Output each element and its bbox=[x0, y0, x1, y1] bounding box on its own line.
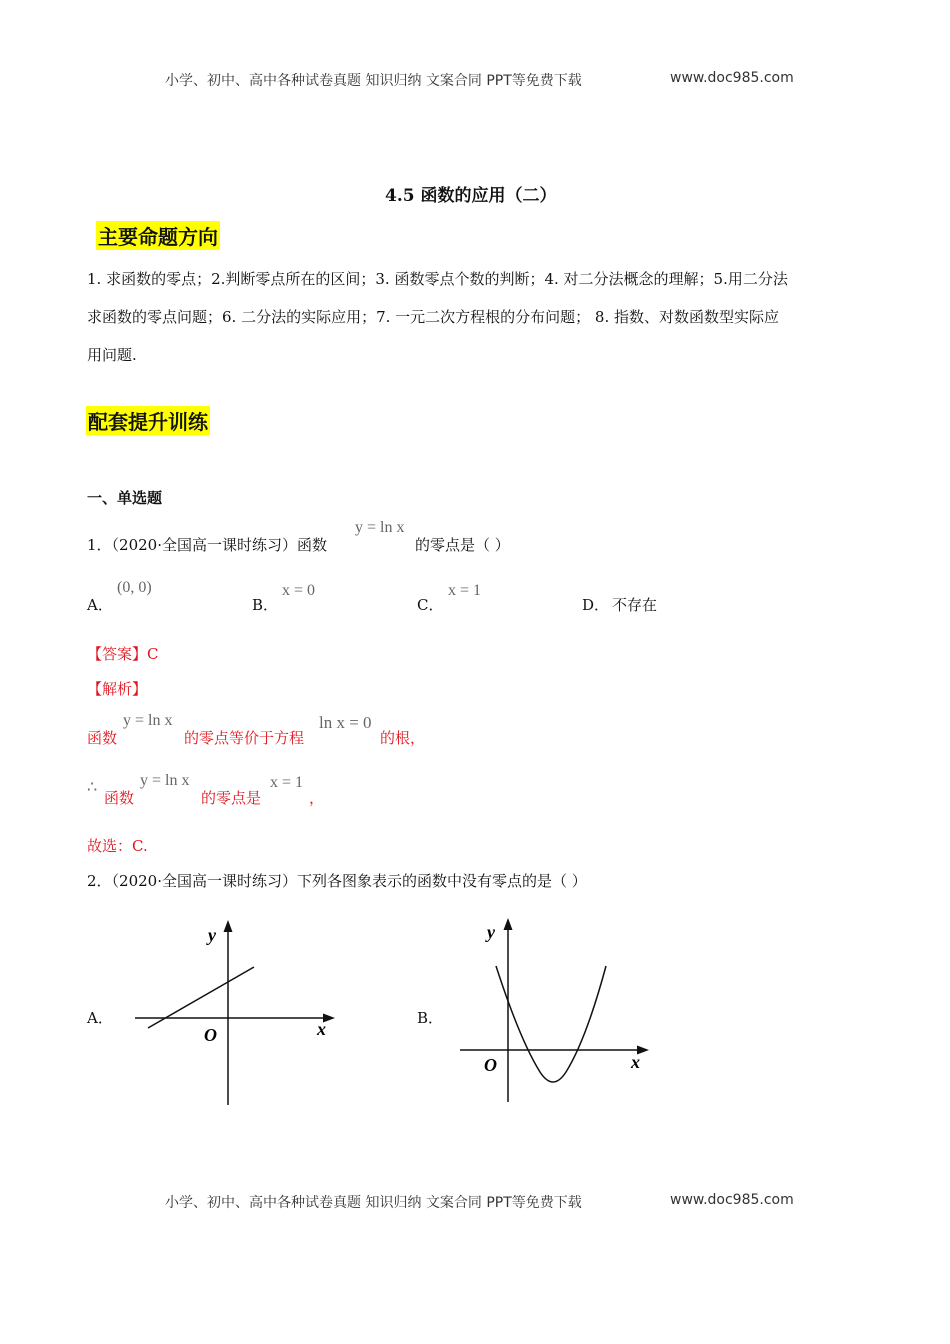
option-d-text: 不存在 bbox=[612, 596, 658, 614]
origin-label: O bbox=[204, 1025, 217, 1045]
q1-prefix: 1．（2020·全国高一课时练习）函数 bbox=[87, 536, 327, 554]
answer: 【答案】C bbox=[87, 645, 159, 663]
analysis-text: 的根， bbox=[380, 729, 426, 747]
therefore-symbol: ∴ bbox=[87, 779, 98, 796]
option-b-label: B． bbox=[252, 596, 279, 614]
option-b-math: x = 0 bbox=[282, 582, 316, 599]
analysis-heading: 【解析】 bbox=[87, 680, 148, 698]
option-c-math: x = 1 bbox=[448, 582, 482, 599]
footer-text: 小学、初中、高中各种试卷真题 知识归纳 文案合同 PPT等免费下载 bbox=[165, 1195, 582, 1211]
topic-line: 求函数的零点问题；6. 二分法的实际应用；7. 一元二次方程根的分布问题； 8. 指数、对数函数型实际应 bbox=[87, 308, 780, 326]
x-label: x bbox=[631, 1052, 640, 1072]
analysis-text: 的零点等价于方程 bbox=[184, 729, 305, 747]
option-d-label: D． bbox=[582, 596, 610, 614]
option-a-label: A． bbox=[87, 596, 113, 614]
section-heading-practice: 配套提升训练 bbox=[86, 406, 210, 435]
header-site-link[interactable]: www.doc985.com bbox=[670, 70, 794, 86]
analysis-math: x = 1 bbox=[270, 774, 304, 791]
analysis-text: ， bbox=[309, 789, 325, 807]
analysis-math: y = ln x bbox=[123, 712, 173, 729]
conclusion: 故选：C. bbox=[87, 837, 148, 855]
function-line bbox=[148, 967, 254, 1028]
analysis-text: 函数 bbox=[104, 789, 135, 807]
part-heading: 一、单选题 bbox=[87, 489, 163, 507]
origin-label: O bbox=[484, 1055, 497, 1075]
parabola bbox=[496, 966, 606, 1082]
footer-site-link[interactable]: www.doc985.com bbox=[670, 1192, 794, 1208]
q1-math: y = ln x bbox=[355, 519, 405, 536]
option-a-math: (0, 0) bbox=[117, 579, 152, 596]
section-heading-main: 主要命题方向 bbox=[96, 221, 220, 250]
page-title: 4.5 函数的应用（二） bbox=[385, 186, 557, 206]
q1-suffix: 的零点是（ ） bbox=[415, 536, 510, 554]
analysis-math: ln x = 0 bbox=[319, 713, 372, 732]
graph-b-label: B． bbox=[417, 1009, 444, 1027]
analysis-text: 的零点是 bbox=[201, 789, 262, 807]
graph-a-label: A． bbox=[87, 1009, 113, 1027]
topic-line: 用问题. bbox=[87, 346, 137, 364]
graph-b bbox=[460, 924, 643, 1102]
header-text: 小学、初中、高中各种试卷真题 知识归纳 文案合同 PPT等免费下载 bbox=[165, 73, 582, 89]
analysis-text: 函数 bbox=[87, 729, 118, 747]
q2-text: 2．（2020·全国高一课时练习）下列各图象表示的函数中没有零点的是（ ） bbox=[87, 872, 587, 890]
y-label: y bbox=[208, 925, 216, 945]
analysis-math: y = ln x bbox=[140, 772, 190, 789]
graph-a bbox=[135, 926, 329, 1105]
y-label: y bbox=[487, 922, 495, 942]
topic-line: 1. 求函数的零点；2.判断零点所在的区间；3. 函数零点个数的判断；4. 对二分法概念的理解；5.用二分法 bbox=[87, 270, 788, 288]
x-label: x bbox=[317, 1019, 326, 1039]
option-c-label: C． bbox=[417, 596, 444, 614]
